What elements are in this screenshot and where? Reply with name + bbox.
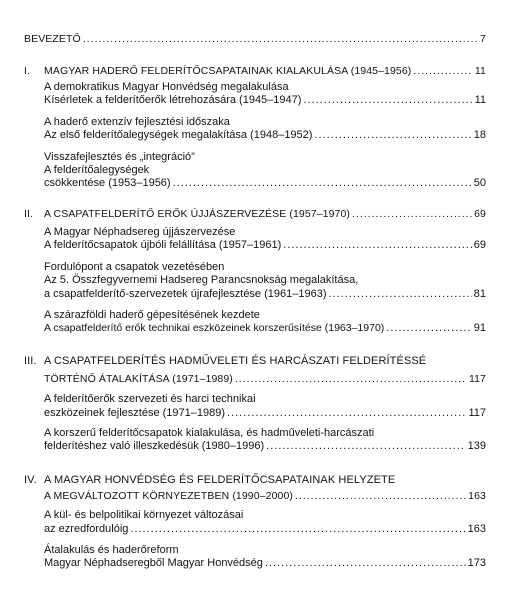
section-line: az ezredfordulóig	[44, 523, 129, 535]
section-page: 173	[467, 557, 486, 569]
dot-leader	[413, 65, 472, 78]
chapter-page: 11	[474, 65, 486, 77]
toc-section	[44, 322, 486, 335]
chapter-page: 117	[468, 373, 486, 385]
section-line: eszközeinek fejlesztése (1971–1989)	[44, 407, 226, 419]
section-page: 139	[467, 440, 486, 452]
section-line: a csapatfelderítő-szervezetek újrafejlesztése (1961–1963)	[44, 288, 327, 300]
toc-intro-page: 7	[480, 33, 486, 45]
dot-leader	[130, 523, 465, 536]
section-line: Az 5. Összfegyvernemi Hadsereg Parancsnokság megalakítása,	[44, 274, 359, 286]
dot-leader	[314, 129, 471, 142]
dot-leader	[295, 490, 466, 503]
section-line: A felderítőalegységek	[44, 164, 150, 176]
chapter-title: MAGYAR HADERŐ FELDERÍTŐCSAPATAINAK KIALAKULÁSA (1945–1956)	[44, 65, 412, 77]
toc-section	[44, 557, 486, 570]
toc-chapter-1	[24, 65, 486, 78]
dot-leader	[303, 94, 472, 107]
toc-section	[44, 239, 486, 252]
section-page: 91	[473, 322, 486, 334]
dot-leader	[235, 373, 467, 386]
toc-chapter-4	[44, 490, 486, 503]
toc-section	[44, 407, 486, 420]
chapter-title: A MAGYAR HONVÉDSÉG ÉS FELDERÍTŐCSAPATAINAK HELYZETE	[44, 474, 396, 486]
toc-entry-intro	[24, 33, 486, 46]
dot-leader	[173, 177, 472, 190]
section-page: 117	[468, 407, 486, 419]
section-line: A korszerű felderítőcsapatok kialakulása, és hadműveleti-harcászati	[44, 427, 375, 439]
section-line: felderítéshez való illeszkedésük (1980–1996)	[44, 440, 265, 452]
dot-leader	[386, 322, 471, 335]
toc-chapter-2	[24, 208, 486, 221]
dot-leader	[227, 407, 466, 420]
dot-leader	[266, 440, 466, 453]
section-line: Magyar Néphadseregből Magyar Honvédség	[44, 557, 263, 569]
chapter-title: A CSAPATFELDERÍTŐ ERŐK ÚJJÁSZERVEZÉSE (1957–1970)	[44, 208, 351, 220]
toc-section	[44, 129, 486, 142]
toc-section	[44, 440, 486, 453]
section-page: 50	[473, 177, 486, 189]
section-line: csökkentése (1953–1956)	[44, 177, 171, 189]
chapter-page: 69	[474, 208, 486, 220]
section-page: 11	[474, 94, 486, 106]
dot-leader	[283, 239, 471, 252]
dot-leader	[265, 557, 466, 570]
chapter-title: A CSAPATFELDERÍTÉS HADMŰVELETI ÉS HARCÁSZATI FELDERÍTÉSSÉ	[44, 355, 427, 367]
toc-section	[44, 177, 486, 190]
chapter-page: 163	[468, 490, 486, 502]
section-line: A kül- és belpolitikai környezet változásai	[44, 509, 244, 521]
section-page: 69	[473, 239, 486, 251]
section-page: 163	[467, 523, 486, 535]
toc-section	[44, 523, 486, 536]
section-line: Kísérletek a felderítőerők létrehozására (1945–1947)	[44, 94, 302, 106]
toc-chapter-3-title	[24, 355, 426, 368]
dot-leader	[83, 33, 478, 46]
chapter-title: TÖRTÉNŐ ÁTALAKÍTÁSA (1971–1989)	[44, 373, 233, 385]
dot-leader	[352, 208, 472, 221]
section-line: A felderítőcsapatok újbóli felállítása (1957–1961)	[44, 239, 282, 251]
section-page: 81	[473, 288, 486, 300]
section-page: 18	[473, 129, 486, 141]
section-line: A felderítőerők szervezeti és harci technikai	[44, 393, 256, 405]
chapter-number: II.	[24, 208, 34, 220]
section-line: A demokratikus Magyar Honvédség megalakulása	[44, 81, 289, 93]
toc-chapter-4-title	[24, 474, 395, 487]
chapter-number: I.	[24, 65, 31, 77]
toc-intro-title: BEVEZETŐ	[24, 33, 81, 45]
section-line: Fordulópont a csapatok vezetésében	[44, 261, 225, 273]
dot-leader	[329, 288, 472, 301]
section-line: A Magyar Néphadsereg újjászervezése	[44, 226, 236, 238]
section-line: Visszafejlesztés és „integráció”	[44, 151, 195, 163]
toc-chapter-3	[44, 373, 486, 386]
chapter-number: III.	[24, 355, 37, 367]
section-line: Az első felderítőalegységek megalakítása (1948–1952)	[44, 129, 313, 141]
chapter-number: IV.	[24, 474, 37, 486]
section-line: A haderő extenzív fejlesztési időszaka	[44, 116, 230, 128]
section-line: Átalakulás és haderőreform	[44, 544, 179, 556]
toc-section	[44, 288, 486, 301]
toc-section	[44, 94, 486, 107]
section-line: A szárazföldi haderő gépesítésének kezdete	[44, 309, 260, 321]
chapter-title: A MEGVÁLTOZOTT KÖRNYEZETBEN (1990–2000)	[44, 490, 293, 502]
section-line: A csapatfelderítő erők technikai eszközeinek korszerűsítése (1963–1970)	[44, 322, 385, 334]
